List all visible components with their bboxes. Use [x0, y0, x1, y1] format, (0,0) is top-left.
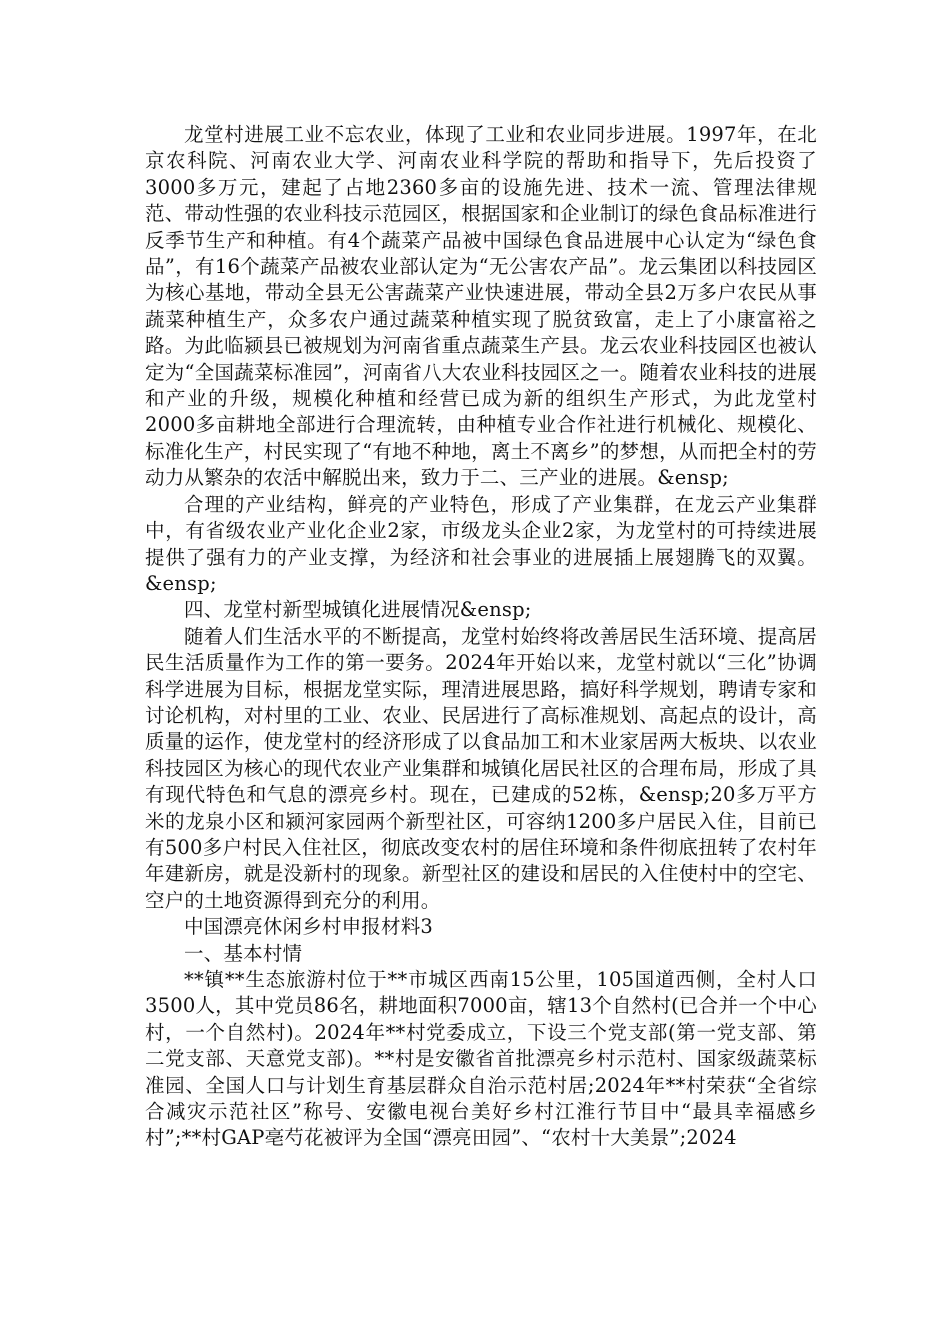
- document-subtitle: 中国漂亮休闲乡村申报材料3: [184, 915, 434, 939]
- section-heading-basic-info: 一、基本村情: [184, 941, 303, 965]
- paragraph-industry-structure: 合理的产业结构，鲜亮的产业特色，形成了产业集群，在龙云产业集群中，有省级农业产业化企业2家，市级龙头企业2家，为龙堂村的可持续进展提供了强有力的产业支撑，为经济和社会事业的进展插上展翅腾飞的双翼。&ensp;: [145, 492, 817, 595]
- paragraph-urbanization: 随着人们生活水平的不断提高，龙堂村始终将改善居民生活环境、提高居民生活质量作为工作的第一要务。2024年开始以来，龙堂村就以“三化”协调科学进展为目标，根据龙堂实际，理清进展思路，搞好科学规划，聘请专家和讨论机构，对村里的工业、农业、民居进行了高标准规划、高起点的设计，高质量的运作，使龙堂村的经济形成了以食品加工和木业家居两大板块、以农业科技园区为核心的现代农业产业集群和城镇化居民社区的合理布局，形成了具有现代特色和气息的漂亮乡村。现在，已建成的52栋，&ensp;20多万平方米的龙泉小区和颍河家园两个新型社区，可容纳1200多户居民入住，目前已有500多户村民入住社区，彻底改变农村的居住环境和条件彻底扭转了农村年年建新房，就是没新村的现象。新型社区的建设和居民的入住使村中的空宅、空户的土地资源得到充分的利用。: [145, 624, 817, 912]
- paragraph-industry-agriculture: 龙堂村进展工业不忘农业，体现了工业和农业同步进展。1997年，在北京农科院、河南农业大学、河南农业科学院的帮助和指导下，先后投资了3000多万元，建起了占地2360多亩的设施先进、技术一流、管理法律规范、带动性强的农业科技示范园区，根据国家和企业制订的绿色食品标准进行反季节生产和种植。有4个蔬菜产品被中国绿色食品进展中心认定为“绿色食品”，有16个蔬菜产品被农业部认定为“无公害农产品”。龙云集团以科技园区为核心基地，带动全县无公害蔬菜产业快速进展，带动全县2万多户农民从事蔬菜种植生产，众多农户通过蔬菜种植实现了脱贫致富，走上了小康富裕之路。为此临颍县已被规划为河南省重点蔬菜生产县。龙云农业科技园区也被认定为“全国蔬菜标准园”，河南省八大农业科技园区之一。随着农业科技的进展和产业的升级，规模化种植和经营已成为新的组织生产形式，为此龙堂村2000多亩耕地全部进行合理流转，由种植专业合作社进行机械化、规模化、标准化生产，村民实现了“有地不种地，离土不离乡”的梦想，从而把全村的劳动力从繁杂的农活中解脱出来，致力于二、三产业的进展。&ensp;: [145, 123, 817, 490]
- paragraph-basic-info: **镇**生态旅游村位于**市城区西南15公里，105国道西侧，全村人口3500人，其中党员86名，耕地面积7000亩，辖13个自然村(已合并一个中心村，一个自然村)。2024年**村党委成立，下设三个党支部(第一党支部、第二党支部、天意党支部)。**村是安徽省首批漂亮乡村示范村、国家级蔬菜标准园、全国人口与计划生育基层群众自治示范村居;2024年**村荣获“全省综合减灾示范社区”称号、安徽电视台美好乡村江淮行节目中“最具幸福感乡村”;**村GAP亳芍花被评为全国“漂亮田园”、“农村十大美景”;2024: [145, 968, 817, 1150]
- document-page: [145, 122, 817, 1152]
- section-heading-urbanization: 四、龙堂村新型城镇化进展情况&ensp;: [184, 598, 532, 622]
